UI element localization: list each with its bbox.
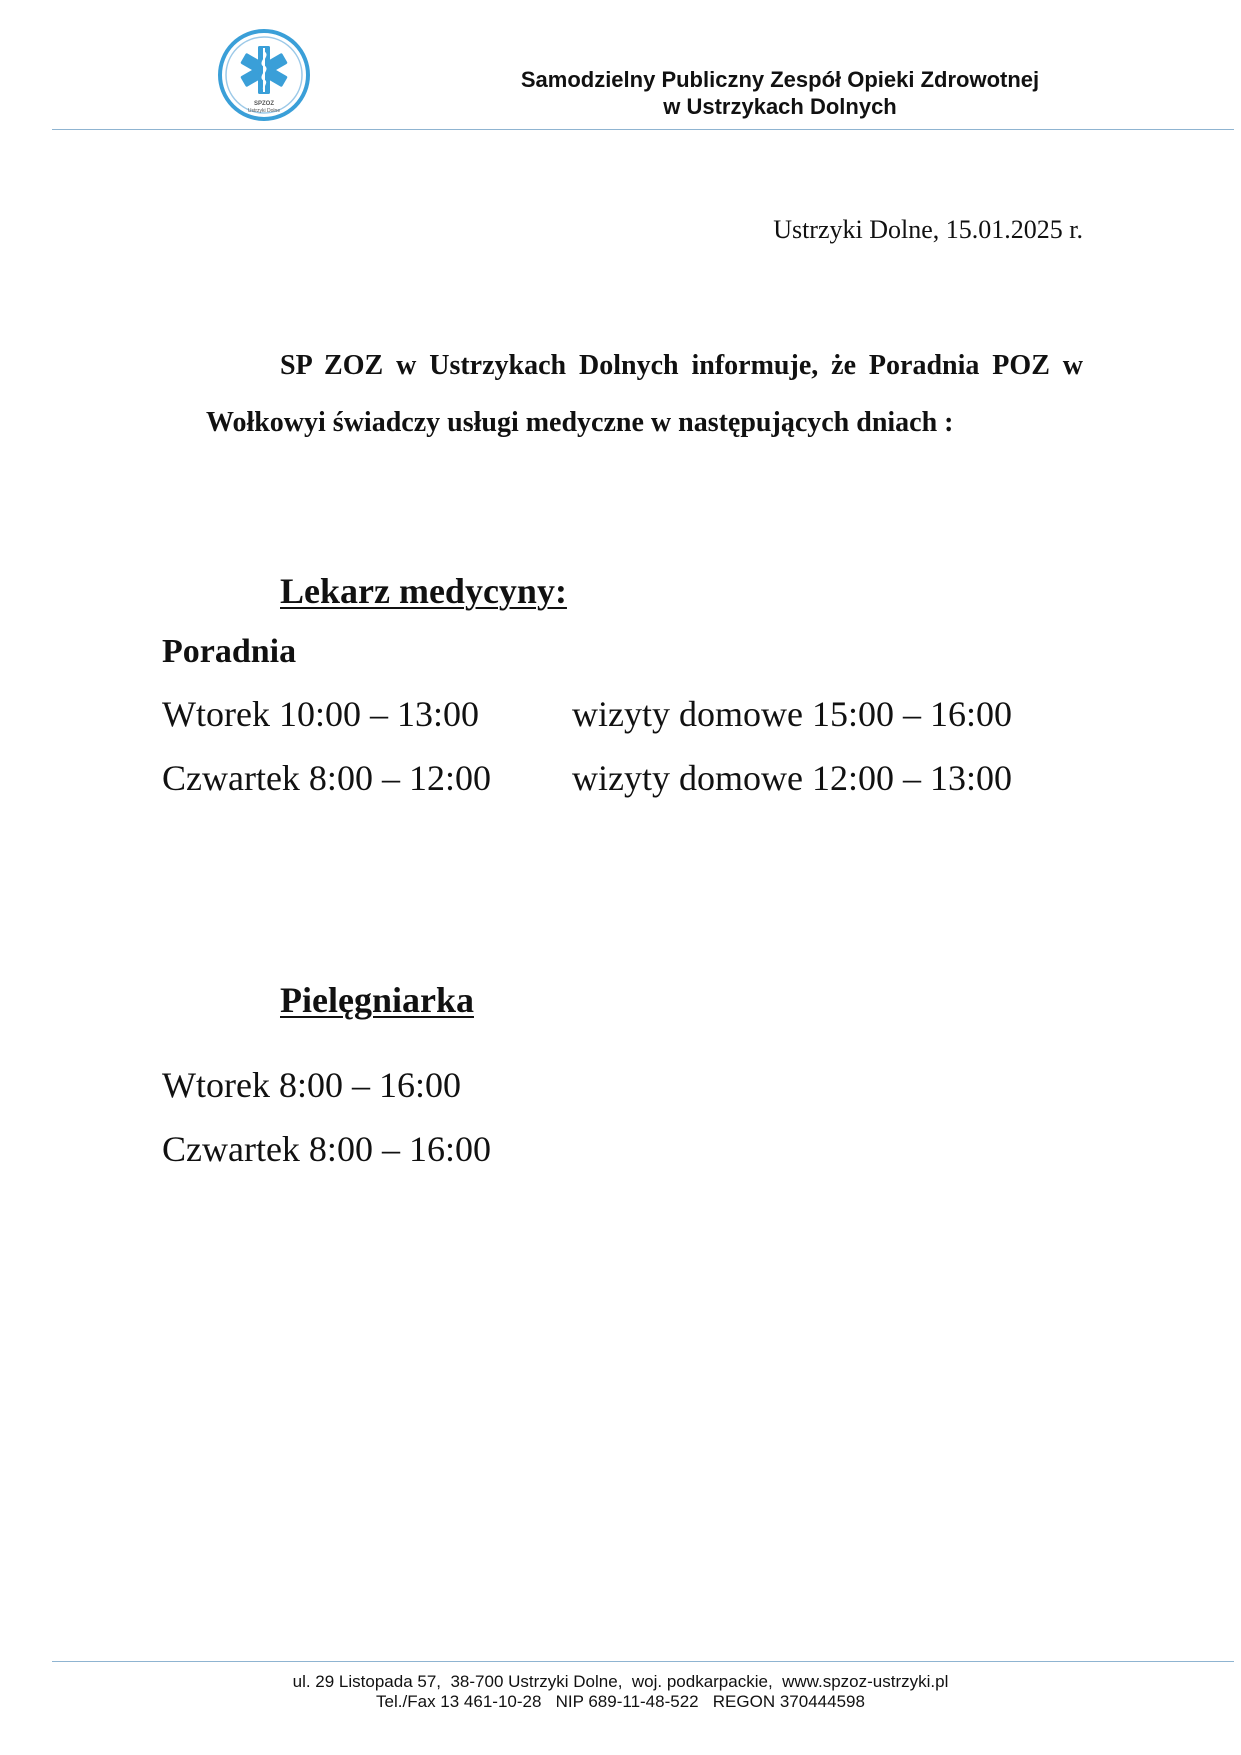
doctor-schedule-row	[162, 756, 1012, 800]
doctor-section-heading: Lekarz medycyny:	[280, 571, 567, 611]
doctor-home-visits: wizyty domowe 12:00 – 13:00	[572, 758, 1012, 798]
footer-address: ul. 29 Listopada 57, 38-700 Ustrzyki Dolne, woj. podkarpackie, www.spzoz-ustrzyki.pl	[292, 1672, 949, 1691]
intro-paragraph: SP ZOZ w Ustrzykach Dolnych informuje, że Poradnia POZ w Wołkowyi świadczy usługi medyczne w następujących dniach :	[206, 350, 1083, 438]
nurse-schedule-row	[162, 1063, 461, 1107]
nurse-schedule-row	[162, 1127, 491, 1171]
footer-phone-ids: Tel./Fax 13 461-10-28 NIP 689-11-48-522 REGON 370444598	[376, 1692, 865, 1711]
logo-text-line1: SPZOZ	[253, 101, 275, 107]
nurse-section-heading: Pielęgniarka	[280, 980, 474, 1020]
organization-name	[440, 66, 1120, 120]
organization-name-line1: Samodzielny Publiczny Zespół Opieki Zdrowotnej	[520, 67, 1040, 92]
spzoz-logo	[217, 28, 311, 122]
doctor-schedule-row	[162, 692, 1012, 736]
organization-name-line2: w Ustrzykach Dolnych	[663, 94, 897, 119]
footer-divider	[52, 1661, 1234, 1662]
footer-contact	[0, 1672, 1241, 1712]
document-date: Ustrzyki Dolne, 15.01.2025 r.	[773, 215, 1083, 244]
doctor-day-hours: Wtorek 10:00 – 13:00	[162, 694, 479, 734]
logo-text-line2: Ustrzyki Dolne	[247, 108, 281, 114]
clinic-subheading: Poradnia	[162, 633, 297, 670]
nurse-day-hours: Czwartek 8:00 – 16:00	[162, 1129, 491, 1169]
header-divider	[52, 129, 1234, 130]
doctor-day-hours: Czwartek 8:00 – 12:00	[162, 758, 491, 798]
doctor-home-visits: wizyty domowe 15:00 – 16:00	[572, 694, 1012, 734]
star-of-life-logo-icon	[217, 28, 311, 122]
nurse-day-hours: Wtorek 8:00 – 16:00	[162, 1065, 461, 1105]
